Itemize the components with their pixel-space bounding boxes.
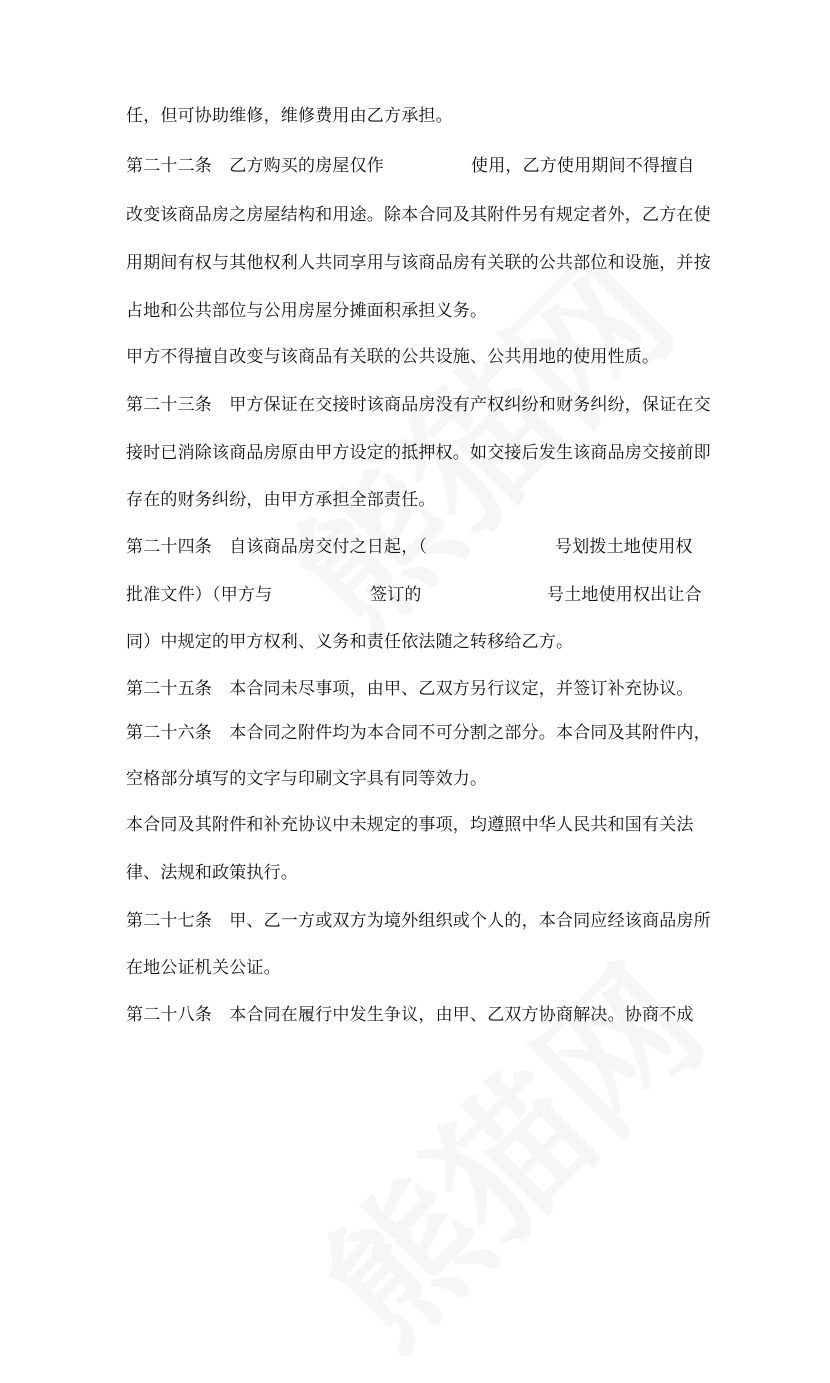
paragraph-line: 在地公证机关公证。 xyxy=(126,958,281,978)
paragraph-line: 改变该商品房之房屋结构和用途。除本合同及其附件另有规定者外，乙方在使 xyxy=(126,205,711,225)
article-24-line-1 xyxy=(126,535,706,559)
paragraph-line: 占地和公共部位与公用房屋分摊面积承担义务。 xyxy=(126,301,488,321)
paragraph-line: 接时已消除该商品房原由甲方设定的抵押权。如交接后发生该商品房交接前即 xyxy=(126,443,711,463)
text-segment: 号划拨土地使用权 xyxy=(555,537,693,557)
paragraph-line: 本合同及其附件和补充协议中未规定的事项，均遵照中华人民共和国有关法 xyxy=(126,815,694,835)
article-24-line-2 xyxy=(126,583,706,607)
paragraph-line: 第二十五条 本合同未尽事项，由甲、乙双方另行议定，并签订补充协议。 xyxy=(126,679,694,699)
text-segment: 使用，乙方使用期间不得擅自 xyxy=(471,156,695,176)
paragraph-line: 同）中规定的甲方权利、义务和责任依法随之转移给乙方。 xyxy=(126,632,574,652)
text-segment: 签订的 xyxy=(370,585,422,605)
paragraph-line: 第二十八条 本合同在履行中发生争议，由甲、乙双方协商解决。协商不成 xyxy=(126,1005,694,1025)
paragraph-line: 律、法规和政策执行。 xyxy=(126,863,298,883)
text-segment: 号土地使用权出让合 xyxy=(547,585,702,605)
paragraph-line: 任，但可协助维修，维修费用由乙方承担。 xyxy=(126,106,453,126)
paragraph-line: 第二十三条 甲方保证在交接时该商品房没有产权纠纷和财务纠纷，保证在交 xyxy=(126,395,711,415)
paragraph-line: 甲方不得擅自改变与该商品有关联的公共设施、公共用地的使用性质。 xyxy=(126,347,660,367)
watermark-lower xyxy=(270,913,741,1383)
paragraph-line: 存在的财务纠纷，由甲方承担全部责任。 xyxy=(126,490,436,510)
article-22-line-1 xyxy=(126,154,706,178)
text-segment: 第二十二条 乙方购买的房屋仅作 xyxy=(126,156,384,176)
paragraph-line: 空格部分填写的文字与印刷文字具有同等效力。 xyxy=(126,769,488,789)
text-segment: 第二十四条 自该商品房交付之日起，（ xyxy=(126,537,428,557)
paragraph-line: 第二十七条 甲、乙一方或双方为境外组织或个人的，本合同应经该商品房所 xyxy=(126,911,711,931)
paragraph-line: 第二十六条 本合同之附件均为本合同不可分割之部分。本合同及其附件内， xyxy=(126,723,711,743)
paragraph-line: 用期间有权与其他权利人共同享用与该商品房有关联的公共部位和设施，并按 xyxy=(126,253,711,273)
text-segment: 批准文件）（甲方与 xyxy=(126,585,273,605)
